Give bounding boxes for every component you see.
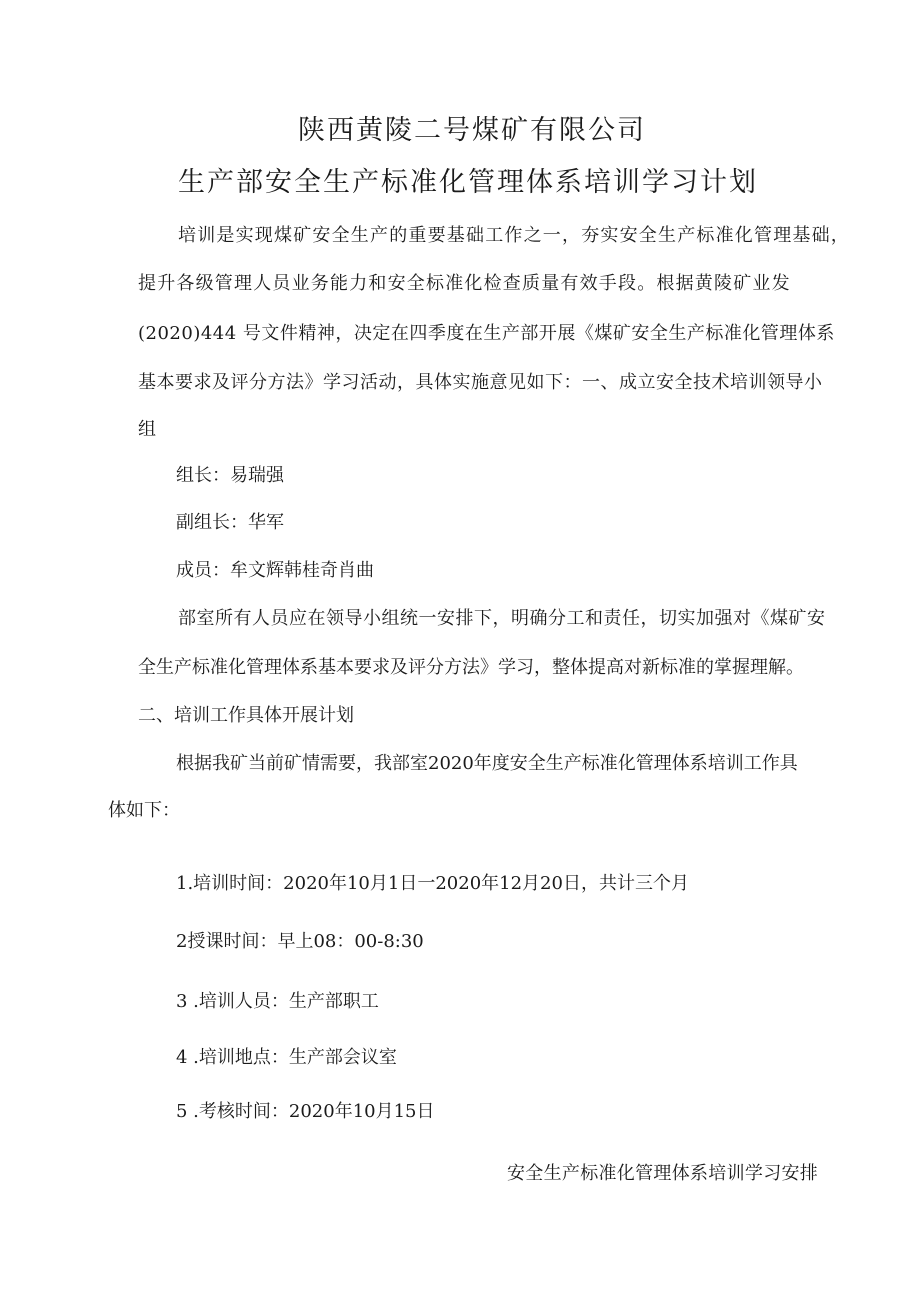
intro-line-3: (2020)444 号文件精神，决定在四季度在生产部开展《煤矿安全生产标准化管理体系 <box>138 323 835 344</box>
department-note-line-2: 全生产标准化管理体系基本要求及评分方法》学习，整体提高对新标准的掌握理解。 <box>138 657 804 678</box>
company-title: 陕西黄陵二号煤矿有限公司 <box>298 115 646 146</box>
intro-line-5: 组 <box>138 419 156 440</box>
plan-item-3: 3 .培训人员：生产部职工 <box>176 991 379 1012</box>
plan-item-4: 4 .培训地点：生产部会议室 <box>176 1047 397 1068</box>
plan-item-5: 5 .考核时间：2020年10月15日 <box>176 1101 435 1122</box>
department-note-line-1: 部室所有人员应在领导小组统一安排下，明确分工和责任，切实加强对《煤矿安 <box>178 608 826 629</box>
footer-caption: 安全生产标准化管理体系培训学习安排 <box>507 1163 819 1184</box>
plan-item-2: 2授课时间：早上08：00-8:30 <box>176 931 424 952</box>
group-members: 成员：牟文辉韩桂奇肖曲 <box>176 560 374 581</box>
intro-line-2: 提升各级管理人员业务能力和安全标准化检查质量有效手段。根据黄陵矿业发 <box>138 273 791 294</box>
plan-item-1: 1.培训时间：2020年10月1日一2020年12月20日，共计三个月 <box>176 873 689 894</box>
section2-intro-line-1: 根据我矿当前矿情需要，我部室2020年度安全生产标准化管理体系培训工作具 <box>176 753 798 774</box>
group-leader: 组长：易瑞强 <box>176 465 284 486</box>
section2-heading: 二、培训工作具体开展计划 <box>138 705 354 726</box>
section2-intro-line-2: 体如下： <box>108 800 180 821</box>
intro-line-1: 培训是实现煤矿安全生产的重要基础工作之一，夯实安全生产标准化管理基础， <box>178 225 850 246</box>
plan-title: 生产部安全生产标准化管理体系培训学习计划 <box>178 167 758 198</box>
intro-line-4: 基本要求及评分方法》学习活动，具体实施意见如下：一、成立安全技术培训领导小 <box>138 372 823 393</box>
group-deputy: 副组长：华军 <box>176 512 284 533</box>
